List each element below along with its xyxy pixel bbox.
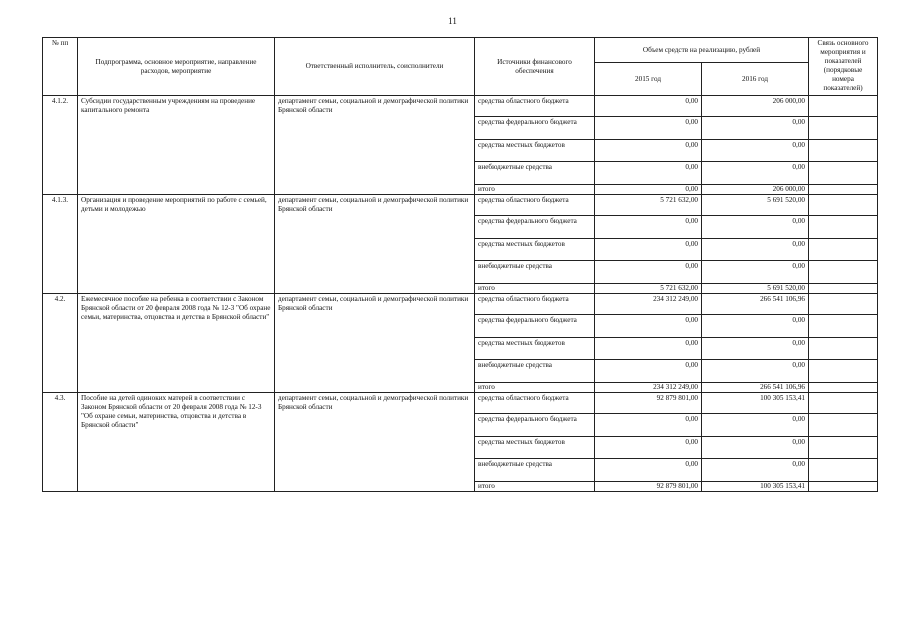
amount-2016: 0,00 <box>702 459 809 482</box>
item-name: Ежемесячное пособие на ребенка в соответствии с Законом Брянской области от 20 февраля 2008 года № 12-3 "Об охране семьи, материнства, отцовства и детства в Брянской области" <box>78 294 275 393</box>
amount-2016: 5 691 520,00 <box>702 284 809 294</box>
header-volume: Объем средств на реализацию, рублей <box>595 38 809 63</box>
amount-2016: 100 305 153,41 <box>702 482 809 492</box>
indicator-link <box>809 96 878 117</box>
amount-2016: 0,00 <box>702 315 809 338</box>
amount-2016: 0,00 <box>702 117 809 140</box>
amount-2015: 234 312 249,00 <box>595 294 702 315</box>
table-body <box>43 96 878 492</box>
total-label: итого <box>475 482 595 492</box>
funding-source: средства областного бюджета <box>475 294 595 315</box>
amount-2016: 0,00 <box>702 338 809 360</box>
amount-2015: 0,00 <box>595 360 702 383</box>
indicator-link <box>809 294 878 315</box>
amount-2015: 0,00 <box>595 261 702 284</box>
amount-2016: 5 691 520,00 <box>702 195 809 216</box>
indicator-link <box>809 216 878 239</box>
header-executor: Ответственный исполнитель, соисполнители <box>275 38 475 96</box>
indicator-link <box>809 482 878 492</box>
table-row <box>43 294 878 315</box>
header-link: Связь основного мероприятия и показателей (порядковые номера показателей) <box>809 38 878 96</box>
amount-2015: 0,00 <box>595 239 702 261</box>
item-number: 4.2. <box>43 294 78 393</box>
indicator-link <box>809 195 878 216</box>
amount-2015: 234 312 249,00 <box>595 383 702 393</box>
amount-2016: 0,00 <box>702 360 809 383</box>
amount-2016: 0,00 <box>702 162 809 185</box>
indicator-link <box>809 284 878 294</box>
indicator-link <box>809 414 878 437</box>
header-program: Подпрограмма, основное мероприятие, направление расходов, мероприятие <box>78 38 275 96</box>
funding-source: средства федерального бюджета <box>475 414 595 437</box>
table-row <box>43 393 878 414</box>
amount-2015: 0,00 <box>595 96 702 117</box>
indicator-link <box>809 338 878 360</box>
header-num: № пп <box>43 38 78 96</box>
header-year-2015: 2015 год <box>595 63 702 96</box>
item-number: 4.3. <box>43 393 78 492</box>
funding-source: средства местных бюджетов <box>475 239 595 261</box>
amount-2015: 0,00 <box>595 414 702 437</box>
funding-table <box>42 37 878 492</box>
funding-source: средства федерального бюджета <box>475 117 595 140</box>
amount-2016: 0,00 <box>702 437 809 459</box>
item-executor: департамент семьи, социальной и демографической политики Брянской области <box>275 96 475 195</box>
funding-source: внебюджетные средства <box>475 261 595 284</box>
indicator-link <box>809 162 878 185</box>
total-label: итого <box>475 185 595 195</box>
funding-source: средства областного бюджета <box>475 96 595 117</box>
funding-source: средства федерального бюджета <box>475 216 595 239</box>
funding-source: средства местных бюджетов <box>475 140 595 162</box>
funding-source: внебюджетные средства <box>475 459 595 482</box>
amount-2016: 100 305 153,41 <box>702 393 809 414</box>
indicator-link <box>809 117 878 140</box>
header-sources: Источники финансового обеспечения <box>475 38 595 96</box>
funding-source: средства федерального бюджета <box>475 315 595 338</box>
funding-source: средства местных бюджетов <box>475 338 595 360</box>
amount-2016: 206 000,00 <box>702 96 809 117</box>
amount-2015: 0,00 <box>595 437 702 459</box>
amount-2015: 0,00 <box>595 185 702 195</box>
amount-2016: 0,00 <box>702 239 809 261</box>
indicator-link <box>809 360 878 383</box>
item-number: 4.1.2. <box>43 96 78 195</box>
amount-2016: 0,00 <box>702 216 809 239</box>
table-row <box>43 195 878 216</box>
indicator-link <box>809 261 878 284</box>
funding-source: средства областного бюджета <box>475 393 595 414</box>
header-year-2016: 2016 год <box>702 63 809 96</box>
amount-2016: 0,00 <box>702 261 809 284</box>
amount-2015: 0,00 <box>595 140 702 162</box>
amount-2016: 266 541 106,96 <box>702 294 809 315</box>
amount-2015: 0,00 <box>595 162 702 185</box>
amount-2015: 5 721 632,00 <box>595 284 702 294</box>
item-executor: департамент семьи, социальной и демографической политики Брянской области <box>275 393 475 492</box>
item-number: 4.1.3. <box>43 195 78 294</box>
amount-2016: 206 000,00 <box>702 185 809 195</box>
funding-source: средства местных бюджетов <box>475 437 595 459</box>
amount-2016: 0,00 <box>702 140 809 162</box>
amount-2015: 0,00 <box>595 459 702 482</box>
funding-source: внебюджетные средства <box>475 162 595 185</box>
item-name: Субсидии государственным учреждениям на проведение капитального ремонта <box>78 96 275 195</box>
item-executor: департамент семьи, социальной и демографической политики Брянской области <box>275 195 475 294</box>
indicator-link <box>809 185 878 195</box>
item-name: Пособие на детей одиноких матерей в соответствии с Законом Брянской области от 20 февраля 2008 года № 12-3 "Об охране семьи, материнства, отцовства и детства в Брянской области" <box>78 393 275 492</box>
amount-2015: 0,00 <box>595 216 702 239</box>
item-name: Организация и проведение мероприятий по работе с семьей, детьми и молодежью <box>78 195 275 294</box>
funding-source: внебюджетные средства <box>475 360 595 383</box>
total-label: итого <box>475 284 595 294</box>
amount-2015: 0,00 <box>595 338 702 360</box>
funding-source: средства областного бюджета <box>475 195 595 216</box>
indicator-link <box>809 459 878 482</box>
table-row <box>43 96 878 117</box>
indicator-link <box>809 383 878 393</box>
amount-2015: 92 879 801,00 <box>595 482 702 492</box>
total-label: итого <box>475 383 595 393</box>
indicator-link <box>809 315 878 338</box>
amount-2015: 92 879 801,00 <box>595 393 702 414</box>
indicator-link <box>809 140 878 162</box>
indicator-link <box>809 437 878 459</box>
indicator-link <box>809 393 878 414</box>
amount-2015: 0,00 <box>595 315 702 338</box>
amount-2015: 0,00 <box>595 117 702 140</box>
indicator-link <box>809 239 878 261</box>
amount-2016: 0,00 <box>702 414 809 437</box>
item-executor: департамент семьи, социальной и демографической политики Брянской области <box>275 294 475 393</box>
amount-2016: 266 541 106,96 <box>702 383 809 393</box>
header-row <box>43 38 878 63</box>
page-number: 11 <box>448 16 457 26</box>
amount-2015: 5 721 632,00 <box>595 195 702 216</box>
